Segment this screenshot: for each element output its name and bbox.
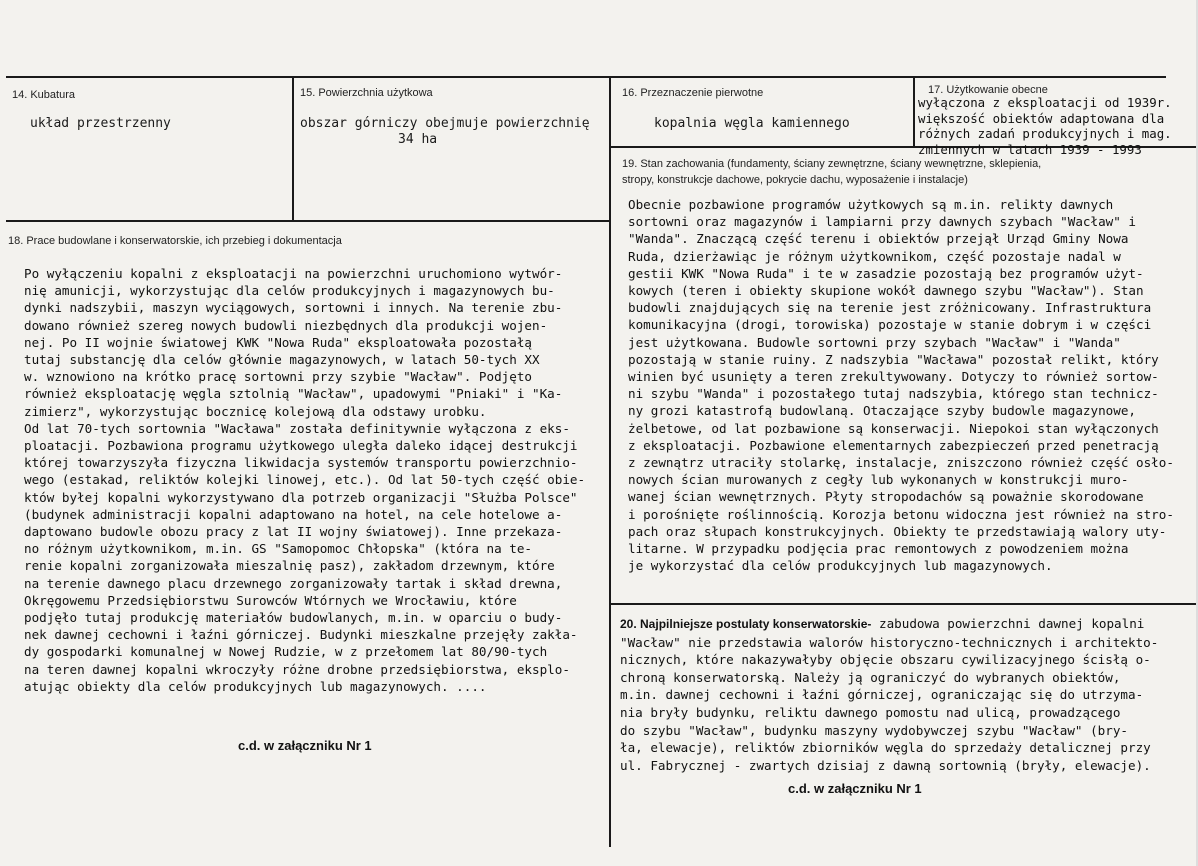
- field19-body: [628, 196, 1174, 574]
- field19-line: budowli znajdujących się na terenie jest zróżnicowany. Infrastruktura: [628, 300, 1152, 316]
- field20-body: [620, 615, 1158, 774]
- field19-line: Obecnie pozbawione programów użytkowych są m.in. relikty dawnych: [628, 197, 1114, 212]
- field20-line: chroną konserwatorską. Należy ją ograniczyć do wybranych obiektów,: [620, 669, 1121, 685]
- field18-line: daptowano budowle obozu pracy z lat II wojny światowej). Inne przekaza-: [24, 524, 563, 540]
- field18-line: atując obiekty dla celów produkcyjnych lub magazynowych. ....: [24, 678, 487, 694]
- field19-line: wanej ścian wewnętrznych. Płyty stropodachów są poważnie skorodowane: [628, 489, 1144, 505]
- field18-line: w. wznowiono na krótko pracę sortowni przy szybie "Wacław". Podjęto: [24, 369, 532, 385]
- field19-line: kowych (teren i obiekty skupione wokół dawnego szybu "Wacław"). Stan: [628, 283, 1144, 299]
- field20-continued: c.d. w załączniku Nr 1: [788, 781, 922, 796]
- field20-line: do szybu "Wacław", budynku maszyny wydobywczej szybu "Wacław" (bry-: [620, 722, 1128, 738]
- field18-line: nek dawnej cechowni i łaźni górniczej. Budynki mieszkalne przejęły zakła-: [24, 627, 578, 643]
- field19-line: ny grozi katastrofą budowlaną. Otaczające szyby budowle magazynowe,: [628, 403, 1136, 419]
- vertical-rule-3: [913, 77, 915, 147]
- field19-line: jest użytkowana. Budowle sortowni przy szybach "Wacław" i "Wanda": [628, 334, 1121, 350]
- vertical-rule-1: [292, 77, 294, 221]
- field19-line: "Wanda". Znaczącą część terenu i obiektów przejął Urząd Gminy Nowa: [628, 231, 1129, 247]
- field15-header: 15. Powierzchnia użytkowa: [300, 87, 433, 99]
- field19-line: sortowni oraz magazynów i lampiarni przy dawnych szybach "Wacław" i: [628, 214, 1136, 230]
- field18-line: której towarzyszyła fizyczna likwidacja systemów transportu powierzchnio-: [24, 455, 578, 471]
- top-rule: [6, 76, 1166, 78]
- field18-line: podjęło tutaj produkcję materiałów budowlanych, m.in. w oparciu o budy-: [24, 610, 563, 626]
- field18-line: tutaj substancję dla celów głównie magazynowych, w latach 50-tych XX: [24, 352, 540, 368]
- field19-line: pach oraz słupach konstrukcyjnych. Obiekty te przedstawiają walory uty-: [628, 523, 1167, 539]
- field20-line: nicznych, które nakazywałyby objęcie obszaru cywilizacyjnego ścisłą o-: [620, 652, 1151, 668]
- rule-below-19: [610, 603, 1198, 605]
- field18-line: nej. Po II wojnie światowej KWK "Nowa Ruda" eksploatowała pozostałą: [24, 334, 532, 350]
- field18-line: Po wyłączeniu kopalni z eksploatacji na powierzchni uruchomiono wytwór-: [24, 266, 563, 281]
- field17-value: [918, 95, 1172, 157]
- field18-line: dynki nadszybii, maszyn wyciągowych, sortowni i innych. Na terenie zbu-: [24, 300, 563, 316]
- field18-line: ploatacji. Pozbawiona programu użytkowego uległa daleko idącej destrukcji: [24, 438, 578, 454]
- field19-line: pozostają w stanie ruiny. Z nadszybia "Wacława" pozostał relikt, który: [628, 351, 1159, 367]
- field18-line: dy gospodarki komunalnej w Nowej Rudzie, w z przełomem lat 80/90-tych: [24, 644, 548, 660]
- field18-line: Okręgowemu Przedsiębiorstwu Surowców Wtórnych we Wrocławiu, które: [24, 592, 517, 608]
- field19-line: z eksploatacji. Pozbawione elementarnych zabezpieczeń przed penetracją: [628, 437, 1159, 453]
- field18-line: renie kopalni zorganizowała mieszalnię pasz), zakładom drzewnym, które: [24, 558, 555, 574]
- field17-header: 17. Użytkowanie obecne: [928, 84, 1048, 96]
- field18-header: 18. Prace budowlane i konserwatorskie, ich przebieg i dokumentacja: [8, 235, 342, 247]
- field19-line: winien być usunięty a teren zrekultywowany. Dotyczy to również sortow-: [628, 369, 1159, 385]
- field20-line: ul. Fabrycznej - zwartych dzisiaj z dawną sortownią (bryły, elewacje).: [620, 757, 1151, 773]
- field19-header-line1: 19. Stan zachowania (fundamenty, ściany zewnętrzne, ściany wewnętrzne, sklepienia,: [622, 158, 1042, 170]
- field19-line: żelbetowe, od lat pozbawione są konserwacji. Niepokoi stan wyłączonych: [628, 420, 1159, 436]
- field17-line: większość obiektów adaptowana dla: [918, 110, 1165, 126]
- field16-header: 16. Przeznaczenie pierwotne: [622, 87, 764, 99]
- field19-line: Ruda, dzierżawiąc je różnym użytkownikom, część pozostaje nadal w: [628, 248, 1121, 264]
- field19-line: litarne. W przypadku podjęcia prac remontowych z powodzeniem można: [628, 541, 1129, 557]
- field18-line: na teren dawnej kopalni wkroczyły różne drobne przedsiębiorstwa, eksplo-: [24, 661, 570, 677]
- field15-value-line2: 34 ha: [398, 132, 438, 147]
- field19-line: z zewnątrz utraciły stolarkę, instalacje, zniszczono również część osło-: [628, 455, 1174, 471]
- field18-continued: c.d. w załączniku Nr 1: [238, 738, 372, 753]
- rule-below-15: [6, 220, 610, 222]
- field14-value: układ przestrzenny: [30, 116, 171, 131]
- field20-line: nia bryły budynku, reliktu dawnego pomostu nad ulicą, prowadzącego: [620, 704, 1121, 720]
- field19-line: je wykorzystać dla celów produkcyjnych lub magazynowych.: [628, 558, 1053, 574]
- field18-line: któw byłej kopalni wykorzystywano dla potrzeb organizacji "Służba Polsce": [24, 489, 578, 505]
- vertical-rule-2: [609, 77, 611, 847]
- field18-line: no różnym użytkownikom, m.in. GS "Samopomoc Chłopska" (która na te-: [24, 541, 532, 557]
- field20-line: m.in. dawnej cechowni i łaźni górniczej, ograniczając się do utrzyma-: [620, 687, 1144, 703]
- field16-value: kopalnia węgla kamiennego: [654, 116, 850, 131]
- field20-line: "Wacław" nie przedstawia walorów historyczno-technicznych i architekto-: [620, 634, 1159, 650]
- field18-body: [24, 265, 585, 695]
- field20-header: 20. Najpilniejsze postulaty konserwatorskie-: [620, 617, 872, 631]
- field17-line: zmiennych w latach 1939 - 1993: [918, 141, 1142, 157]
- field18-line: (budynek administracji kopalni adaptowano na hotel, na cele hotelowe a-: [24, 506, 563, 522]
- field19-line: komunikacyjna (drogi, torowiska) pozostaje w stanie dobrym i w części: [628, 317, 1152, 333]
- field14-header: 14. Kubatura: [12, 89, 75, 101]
- field18-line: również eksploatację węgla sztolnią "Wacław", upadowymi "Pniaki" i "Ka-: [24, 386, 563, 402]
- field18-line: dowano również szereg nowych budowli niezbędnych dla produkcji wojen-: [24, 317, 548, 333]
- field19-line: i porośnięte roślinnością. Korozja betonu widoczna jest również na stro-: [628, 506, 1174, 522]
- field19-line: gestii KWK "Nowa Ruda" i te w zasadzie pozostają bez programów użyt-: [628, 265, 1144, 281]
- field19-line: ni szybu "Wanda" i pozostałego tutaj nadszybia, którego stan technicz-: [628, 386, 1159, 402]
- field19-line: nowych ścian murowanych z cegły lub wykonanych w konstrukcji muro-: [628, 472, 1129, 488]
- field18-line: zimierz", wykorzystując bocznicę kolejową dla odstawy urobku.: [24, 403, 487, 419]
- field15-value-line1: obszar górniczy obejmuje powierzchnię: [300, 116, 590, 131]
- field18-line: wego (estakad, reliktów kolejki linowej, etc.). Od lat 50-tych część obie-: [24, 472, 586, 488]
- field20-first-line-rest: zabudowa powierzchni dawnej kopalni: [879, 616, 1145, 631]
- field18-line: Od lat 70-tych sortownia "Wacława" została definitywnie wyłączona z eks-: [24, 420, 570, 436]
- field17-line: wyłączona z eksploatacji od 1939r.: [918, 95, 1172, 110]
- field17-line: różnych zadań produkcyjnych i mag.: [918, 126, 1172, 141]
- field20-first-line: [620, 615, 1158, 634]
- field18-line: na terenie dawnego placu drzewnego zorganizowały tartak i skład drewna,: [24, 575, 563, 591]
- field20-line: ła, elewacje), reliktów zbiorników węgla do sprzedaży detalicznej przy: [620, 740, 1151, 756]
- field19-header-line2: stropy, konstrukcje dachowe, pokrycie dachu, wyposażenie i instalacje): [622, 174, 968, 186]
- field18-line: nię amunicji, wykorzystując dla celów produkcyjnych i magazynowych bu-: [24, 283, 555, 299]
